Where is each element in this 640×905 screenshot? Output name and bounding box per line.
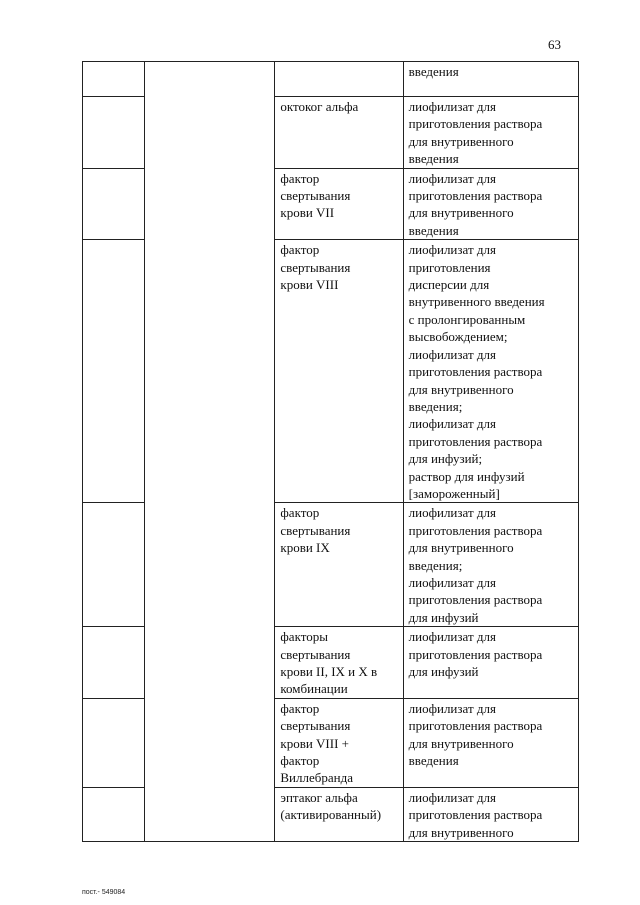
name-cell xyxy=(275,787,403,841)
form-cell xyxy=(403,787,578,841)
dosage-form: лиофилизат для приготовления дисперсии для внутривенного введения с пролонгированным высвобождением; лиофилизат для приготовления раствора для внутривенного введения; лиофилизат для приготовления раствора для инфузий; раствор для инфузий [замороженный] xyxy=(408,242,545,501)
name-cell xyxy=(275,97,403,169)
drug-name: эптаког альфа (активированный) xyxy=(280,789,382,823)
form-cell xyxy=(403,62,578,97)
code-cell xyxy=(83,503,145,627)
page-number: 63 xyxy=(548,37,561,52)
code-cell xyxy=(83,698,145,787)
name-cell xyxy=(275,503,403,627)
group-cell xyxy=(145,62,275,842)
dosage-form: лиофилизат для приготовления раствора для инфузий xyxy=(408,629,543,679)
drug-table xyxy=(82,61,579,842)
dosage-form: лиофилизат для приготовления раствора для внутривенного введения xyxy=(408,170,543,238)
document-footer: пост.- 549084 xyxy=(82,889,126,896)
table-row xyxy=(83,62,579,97)
drug-name: фактор свертывания крови VII xyxy=(280,170,351,221)
name-cell xyxy=(275,240,403,503)
name-cell xyxy=(275,698,403,787)
form-cell xyxy=(403,698,578,787)
code-cell xyxy=(83,97,145,169)
form-cell xyxy=(403,627,578,699)
code-cell xyxy=(83,627,145,699)
form-cell xyxy=(403,240,578,503)
dosage-form: лиофилизат для приготовления раствора для внутривенного xyxy=(408,789,543,840)
form-cell xyxy=(403,168,578,240)
drug-name: фактор свертывания крови VIII xyxy=(280,242,351,293)
name-cell xyxy=(275,62,403,97)
drug-name: факторы свертывания крови II, IX и X в комбинации xyxy=(280,629,378,697)
dosage-form: введения xyxy=(408,64,459,79)
dosage-form: лиофилизат для приготовления раствора для внутривенного введения xyxy=(408,700,543,769)
code-cell xyxy=(83,240,145,503)
form-cell xyxy=(403,503,578,627)
name-cell xyxy=(275,627,403,699)
code-cell xyxy=(83,787,145,841)
code-cell xyxy=(83,168,145,240)
drug-name: фактор свертывания крови IX xyxy=(280,505,351,556)
name-cell xyxy=(275,168,403,240)
drug-name: октоког альфа xyxy=(280,99,359,114)
drug-name: фактор свертывания крови VIII + фактор Виллебранда xyxy=(280,700,353,786)
code-cell xyxy=(83,62,145,97)
form-cell xyxy=(403,97,578,169)
dosage-form: лиофилизат для приготовления раствора для внутривенного введения; лиофилизат для приготовления раствора для инфузий xyxy=(408,505,543,625)
dosage-form: лиофилизат для приготовления раствора для внутривенного введения xyxy=(408,99,543,167)
